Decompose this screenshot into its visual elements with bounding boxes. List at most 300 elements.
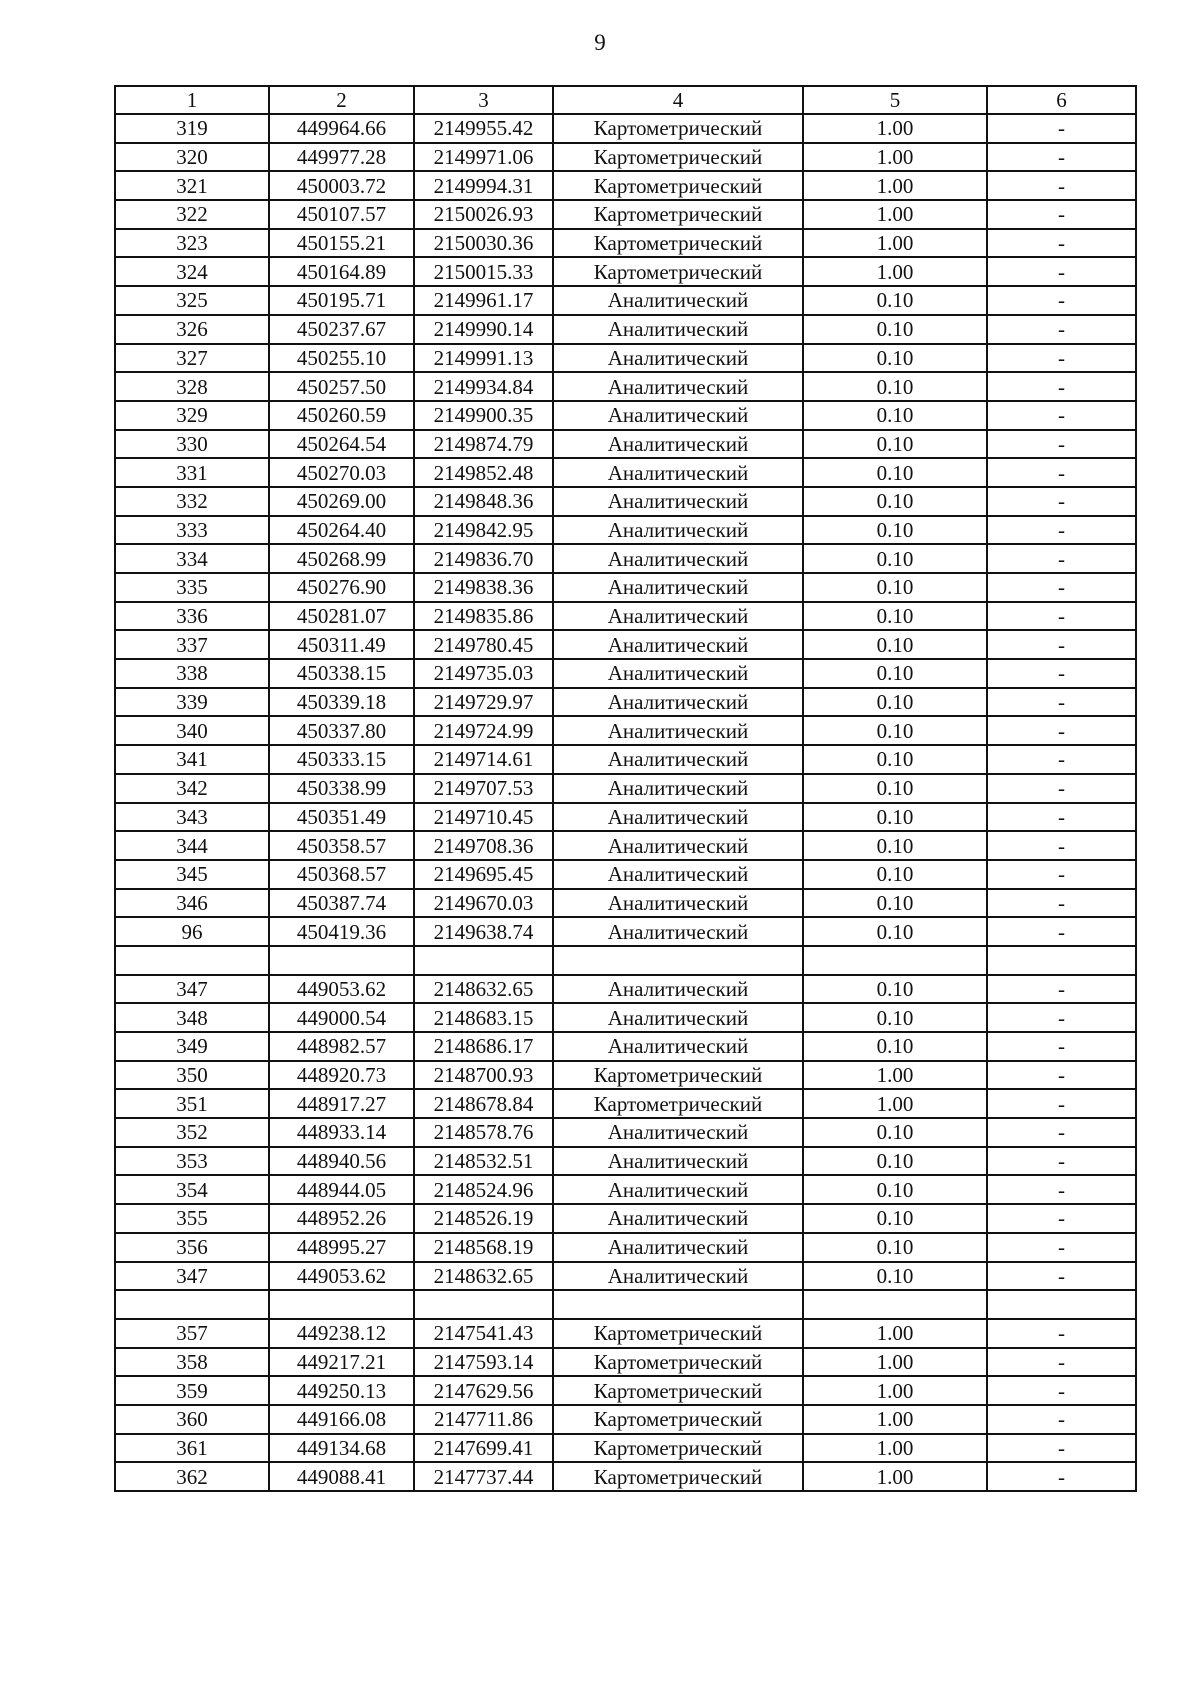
table-row <box>115 1175 1136 1204</box>
x-coordinate-cell: 450264.40 <box>269 516 414 545</box>
y-coordinate-cell: 2148532.51 <box>414 1147 553 1176</box>
description-cell: - <box>987 917 1136 946</box>
y-coordinate-cell: 2149710.45 <box>414 803 553 832</box>
description-cell: - <box>987 1462 1136 1491</box>
y-coordinate-cell: 2149695.45 <box>414 860 553 889</box>
point-number-cell: 346 <box>115 889 269 918</box>
y-coordinate-cell: 2147629.56 <box>414 1376 553 1405</box>
description-cell: - <box>987 372 1136 401</box>
point-number-cell: 320 <box>115 143 269 172</box>
description-cell: - <box>987 430 1136 459</box>
method-cell: Аналитический <box>553 1262 803 1291</box>
description-cell: - <box>987 774 1136 803</box>
table-row <box>115 114 1136 143</box>
accuracy-cell: 1.00 <box>803 1376 987 1405</box>
accuracy-cell: 1.00 <box>803 1462 987 1491</box>
point-number-cell: 345 <box>115 860 269 889</box>
description-cell: - <box>987 1118 1136 1147</box>
description-cell: - <box>987 1175 1136 1204</box>
table-row <box>115 1319 1136 1348</box>
description-cell: - <box>987 975 1136 1004</box>
point-number-cell: 326 <box>115 315 269 344</box>
accuracy-cell: 0.10 <box>803 889 987 918</box>
table-row <box>115 1003 1136 1032</box>
description-cell: - <box>987 1061 1136 1090</box>
accuracy-cell: 1.00 <box>803 257 987 286</box>
y-coordinate-cell: 2149852.48 <box>414 458 553 487</box>
y-coordinate-cell: 2149638.74 <box>414 917 553 946</box>
x-coordinate-cell: 448952.26 <box>269 1204 414 1233</box>
point-number-cell: 347 <box>115 1262 269 1291</box>
method-cell: Аналитический <box>553 1175 803 1204</box>
x-coordinate-cell: 449088.41 <box>269 1462 414 1491</box>
y-coordinate-cell: 2148678.84 <box>414 1089 553 1118</box>
y-coordinate-cell: 2149708.36 <box>414 831 553 860</box>
y-coordinate-cell: 2148578.76 <box>414 1118 553 1147</box>
table-row <box>115 286 1136 315</box>
description-cell: - <box>987 171 1136 200</box>
y-coordinate-cell: 2147699.41 <box>414 1434 553 1463</box>
y-coordinate-cell: 2149838.36 <box>414 573 553 602</box>
method-cell: Картометрический <box>553 229 803 258</box>
table-row <box>115 143 1136 172</box>
description-cell: - <box>987 1348 1136 1377</box>
method-cell <box>553 1290 803 1319</box>
x-coordinate-cell: 448920.73 <box>269 1061 414 1090</box>
table-body <box>115 114 1136 1491</box>
table-row <box>115 745 1136 774</box>
point-number-cell: 343 <box>115 803 269 832</box>
x-coordinate-cell: 448995.27 <box>269 1233 414 1262</box>
point-number-cell: 332 <box>115 487 269 516</box>
table-row <box>115 1462 1136 1491</box>
y-coordinate-cell: 2149961.17 <box>414 286 553 315</box>
description-cell: - <box>987 257 1136 286</box>
column-header: 5 <box>803 86 987 114</box>
table-row <box>115 1434 1136 1463</box>
method-cell: Аналитический <box>553 688 803 717</box>
description-cell: - <box>987 716 1136 745</box>
x-coordinate-cell: 450358.57 <box>269 831 414 860</box>
table-row <box>115 831 1136 860</box>
y-coordinate-cell: 2149714.61 <box>414 745 553 774</box>
description-cell: - <box>987 889 1136 918</box>
table-row <box>115 1118 1136 1147</box>
x-coordinate-cell: 450164.89 <box>269 257 414 286</box>
x-coordinate-cell: 449977.28 <box>269 143 414 172</box>
y-coordinate-cell <box>414 946 553 975</box>
method-cell: Картометрический <box>553 171 803 200</box>
y-coordinate-cell: 2149934.84 <box>414 372 553 401</box>
point-number-cell: 328 <box>115 372 269 401</box>
x-coordinate-cell: 448982.57 <box>269 1032 414 1061</box>
x-coordinate-cell: 449964.66 <box>269 114 414 143</box>
point-number-cell: 337 <box>115 630 269 659</box>
point-number-cell: 358 <box>115 1348 269 1377</box>
x-coordinate-cell: 449238.12 <box>269 1319 414 1348</box>
accuracy-cell: 1.00 <box>803 1405 987 1434</box>
x-coordinate-cell: 450195.71 <box>269 286 414 315</box>
x-coordinate-cell: 450337.80 <box>269 716 414 745</box>
y-coordinate-cell: 2149836.70 <box>414 544 553 573</box>
method-cell: Картометрический <box>553 1319 803 1348</box>
y-coordinate-cell: 2149874.79 <box>414 430 553 459</box>
point-number-cell: 96 <box>115 917 269 946</box>
table-row <box>115 889 1136 918</box>
table-row <box>115 1376 1136 1405</box>
table-row <box>115 430 1136 459</box>
point-number-cell: 341 <box>115 745 269 774</box>
description-cell <box>987 946 1136 975</box>
point-number-cell: 329 <box>115 401 269 430</box>
y-coordinate-cell: 2148524.96 <box>414 1175 553 1204</box>
method-cell: Аналитический <box>553 1118 803 1147</box>
page-number: 9 <box>594 30 606 55</box>
x-coordinate-cell: 450419.36 <box>269 917 414 946</box>
x-coordinate-cell: 448917.27 <box>269 1089 414 1118</box>
table-row <box>115 946 1136 975</box>
y-coordinate-cell: 2149991.13 <box>414 344 553 373</box>
point-number-cell: 357 <box>115 1319 269 1348</box>
point-number-cell: 335 <box>115 573 269 602</box>
accuracy-cell: 0.10 <box>803 803 987 832</box>
accuracy-cell: 0.10 <box>803 860 987 889</box>
point-number-cell: 351 <box>115 1089 269 1118</box>
accuracy-cell: 0.10 <box>803 372 987 401</box>
point-number-cell: 354 <box>115 1175 269 1204</box>
x-coordinate-cell: 449053.62 <box>269 975 414 1004</box>
x-coordinate-cell: 450339.18 <box>269 688 414 717</box>
y-coordinate-cell: 2149670.03 <box>414 889 553 918</box>
column-header: 6 <box>987 86 1136 114</box>
y-coordinate-cell: 2147711.86 <box>414 1405 553 1434</box>
description-cell: - <box>987 401 1136 430</box>
method-cell: Аналитический <box>553 1233 803 1262</box>
point-number-cell: 340 <box>115 716 269 745</box>
table-row <box>115 602 1136 631</box>
accuracy-cell: 0.10 <box>803 1003 987 1032</box>
accuracy-cell: 1.00 <box>803 143 987 172</box>
accuracy-cell: 0.10 <box>803 487 987 516</box>
y-coordinate-cell: 2149842.95 <box>414 516 553 545</box>
table-row <box>115 573 1136 602</box>
description-cell: - <box>987 344 1136 373</box>
point-number-cell <box>115 1290 269 1319</box>
table-row <box>115 1061 1136 1090</box>
y-coordinate-cell: 2147541.43 <box>414 1319 553 1348</box>
description-cell: - <box>987 860 1136 889</box>
table-row <box>115 716 1136 745</box>
point-number-cell: 333 <box>115 516 269 545</box>
method-cell: Аналитический <box>553 344 803 373</box>
method-cell: Аналитический <box>553 917 803 946</box>
method-cell: Аналитический <box>553 745 803 774</box>
point-number-cell: 348 <box>115 1003 269 1032</box>
description-cell: - <box>987 1003 1136 1032</box>
point-number-cell: 347 <box>115 975 269 1004</box>
description-cell: - <box>987 573 1136 602</box>
accuracy-cell: 0.10 <box>803 401 987 430</box>
method-cell: Картометрический <box>553 257 803 286</box>
y-coordinate-cell: 2149780.45 <box>414 630 553 659</box>
point-number-cell: 359 <box>115 1376 269 1405</box>
accuracy-cell: 1.00 <box>803 1434 987 1463</box>
table-row <box>115 401 1136 430</box>
y-coordinate-cell: 2149990.14 <box>414 315 553 344</box>
table-row <box>115 171 1136 200</box>
method-cell: Аналитический <box>553 602 803 631</box>
x-coordinate-cell: 450107.57 <box>269 200 414 229</box>
description-cell: - <box>987 458 1136 487</box>
column-header: 3 <box>414 86 553 114</box>
x-coordinate-cell: 448933.14 <box>269 1118 414 1147</box>
accuracy-cell: 0.10 <box>803 516 987 545</box>
accuracy-cell: 0.10 <box>803 1147 987 1176</box>
table-row <box>115 229 1136 258</box>
point-number-cell: 339 <box>115 688 269 717</box>
method-cell: Картометрический <box>553 1405 803 1434</box>
method-cell: Картометрический <box>553 1089 803 1118</box>
y-coordinate-cell: 2148526.19 <box>414 1204 553 1233</box>
accuracy-cell: 0.10 <box>803 544 987 573</box>
description-cell: - <box>987 831 1136 860</box>
point-number-cell: 324 <box>115 257 269 286</box>
point-number-cell: 325 <box>115 286 269 315</box>
accuracy-cell: 1.00 <box>803 114 987 143</box>
method-cell: Аналитический <box>553 458 803 487</box>
method-cell: Аналитический <box>553 716 803 745</box>
y-coordinate-cell: 2149729.97 <box>414 688 553 717</box>
method-cell: Аналитический <box>553 831 803 860</box>
y-coordinate-cell: 2148632.65 <box>414 975 553 1004</box>
point-number-cell: 338 <box>115 659 269 688</box>
description-cell: - <box>987 1147 1136 1176</box>
point-number-cell: 344 <box>115 831 269 860</box>
accuracy-cell: 0.10 <box>803 573 987 602</box>
header-row <box>115 86 1136 114</box>
table-row <box>115 1233 1136 1262</box>
point-number-cell: 350 <box>115 1061 269 1090</box>
accuracy-cell: 0.10 <box>803 602 987 631</box>
table-row <box>115 487 1136 516</box>
description-cell: - <box>987 143 1136 172</box>
x-coordinate-cell: 448944.05 <box>269 1175 414 1204</box>
method-cell: Аналитический <box>553 544 803 573</box>
description-cell: - <box>987 1262 1136 1291</box>
description-cell: - <box>987 1032 1136 1061</box>
coordinates-table <box>114 85 1137 1492</box>
accuracy-cell: 1.00 <box>803 1319 987 1348</box>
x-coordinate-cell: 450155.21 <box>269 229 414 258</box>
method-cell: Картометрический <box>553 114 803 143</box>
description-cell: - <box>987 114 1136 143</box>
table-row <box>115 630 1136 659</box>
table-row <box>115 315 1136 344</box>
table-row <box>115 458 1136 487</box>
point-number-cell: 361 <box>115 1434 269 1463</box>
point-number-cell: 327 <box>115 344 269 373</box>
y-coordinate-cell: 2148568.19 <box>414 1233 553 1262</box>
point-number-cell: 349 <box>115 1032 269 1061</box>
method-cell: Картометрический <box>553 200 803 229</box>
table-row <box>115 1032 1136 1061</box>
description-cell: - <box>987 487 1136 516</box>
description-cell: - <box>987 315 1136 344</box>
method-cell: Аналитический <box>553 1147 803 1176</box>
point-number-cell: 353 <box>115 1147 269 1176</box>
accuracy-cell <box>803 1290 987 1319</box>
x-coordinate-cell: 449000.54 <box>269 1003 414 1032</box>
column-header: 1 <box>115 86 269 114</box>
point-number-cell: 330 <box>115 430 269 459</box>
description-cell: - <box>987 229 1136 258</box>
x-coordinate-cell: 449166.08 <box>269 1405 414 1434</box>
x-coordinate-cell: 449250.13 <box>269 1376 414 1405</box>
method-cell: Аналитический <box>553 1032 803 1061</box>
method-cell: Аналитический <box>553 630 803 659</box>
accuracy-cell: 0.10 <box>803 286 987 315</box>
accuracy-cell: 0.10 <box>803 688 987 717</box>
method-cell: Картометрический <box>553 143 803 172</box>
method-cell: Аналитический <box>553 860 803 889</box>
x-coordinate-cell: 450268.99 <box>269 544 414 573</box>
accuracy-cell: 1.00 <box>803 171 987 200</box>
table-row <box>115 1348 1136 1377</box>
table-row <box>115 1147 1136 1176</box>
x-coordinate-cell: 450237.67 <box>269 315 414 344</box>
accuracy-cell: 0.10 <box>803 745 987 774</box>
x-coordinate-cell <box>269 946 414 975</box>
method-cell: Аналитический <box>553 573 803 602</box>
method-cell: Аналитический <box>553 516 803 545</box>
y-coordinate-cell: 2148683.15 <box>414 1003 553 1032</box>
x-coordinate-cell: 450351.49 <box>269 803 414 832</box>
description-cell: - <box>987 803 1136 832</box>
point-number-cell: 334 <box>115 544 269 573</box>
column-header: 2 <box>269 86 414 114</box>
accuracy-cell: 0.10 <box>803 1262 987 1291</box>
table-row <box>115 860 1136 889</box>
description-cell: - <box>987 1089 1136 1118</box>
point-number-cell: 355 <box>115 1204 269 1233</box>
table-row <box>115 1405 1136 1434</box>
point-number-cell <box>115 946 269 975</box>
point-number-cell: 342 <box>115 774 269 803</box>
accuracy-cell: 0.10 <box>803 716 987 745</box>
table-row <box>115 1204 1136 1233</box>
y-coordinate-cell: 2150015.33 <box>414 257 553 286</box>
table-row <box>115 257 1136 286</box>
x-coordinate-cell: 450276.90 <box>269 573 414 602</box>
y-coordinate-cell: 2150030.36 <box>414 229 553 258</box>
column-header: 4 <box>553 86 803 114</box>
point-number-cell: 362 <box>115 1462 269 1491</box>
table-row <box>115 1089 1136 1118</box>
x-coordinate-cell: 450260.59 <box>269 401 414 430</box>
description-cell: - <box>987 1204 1136 1233</box>
description-cell: - <box>987 602 1136 631</box>
point-number-cell: 352 <box>115 1118 269 1147</box>
description-cell: - <box>987 688 1136 717</box>
description-cell: - <box>987 200 1136 229</box>
method-cell: Картометрический <box>553 1348 803 1377</box>
table-row <box>115 975 1136 1004</box>
description-cell <box>987 1290 1136 1319</box>
description-cell: - <box>987 1376 1136 1405</box>
accuracy-cell: 0.10 <box>803 774 987 803</box>
method-cell: Аналитический <box>553 659 803 688</box>
table-row <box>115 688 1136 717</box>
accuracy-cell: 0.10 <box>803 430 987 459</box>
point-number-cell: 321 <box>115 171 269 200</box>
table-row <box>115 516 1136 545</box>
x-coordinate-cell: 450270.03 <box>269 458 414 487</box>
method-cell: Аналитический <box>553 430 803 459</box>
y-coordinate-cell <box>414 1290 553 1319</box>
y-coordinate-cell: 2149994.31 <box>414 171 553 200</box>
accuracy-cell: 1.00 <box>803 229 987 258</box>
method-cell: Аналитический <box>553 315 803 344</box>
method-cell <box>553 946 803 975</box>
method-cell: Картометрический <box>553 1376 803 1405</box>
point-number-cell: 360 <box>115 1405 269 1434</box>
y-coordinate-cell: 2149900.35 <box>414 401 553 430</box>
description-cell: - <box>987 1233 1136 1262</box>
method-cell: Картометрический <box>553 1434 803 1463</box>
y-coordinate-cell: 2149955.42 <box>414 114 553 143</box>
table-row <box>115 200 1136 229</box>
table-row <box>115 344 1136 373</box>
y-coordinate-cell: 2149848.36 <box>414 487 553 516</box>
y-coordinate-cell: 2149835.86 <box>414 602 553 631</box>
y-coordinate-cell: 2148686.17 <box>414 1032 553 1061</box>
description-cell: - <box>987 1434 1136 1463</box>
method-cell: Аналитический <box>553 1003 803 1032</box>
y-coordinate-cell: 2149724.99 <box>414 716 553 745</box>
y-coordinate-cell: 2147737.44 <box>414 1462 553 1491</box>
y-coordinate-cell: 2149735.03 <box>414 659 553 688</box>
table-row <box>115 803 1136 832</box>
accuracy-cell: 0.10 <box>803 458 987 487</box>
point-number-cell: 331 <box>115 458 269 487</box>
accuracy-cell: 1.00 <box>803 1089 987 1118</box>
x-coordinate-cell: 450368.57 <box>269 860 414 889</box>
y-coordinate-cell: 2149971.06 <box>414 143 553 172</box>
method-cell: Аналитический <box>553 889 803 918</box>
x-coordinate-cell: 449217.21 <box>269 1348 414 1377</box>
point-number-cell: 322 <box>115 200 269 229</box>
y-coordinate-cell: 2148632.65 <box>414 1262 553 1291</box>
accuracy-cell: 0.10 <box>803 975 987 1004</box>
point-number-cell: 356 <box>115 1233 269 1262</box>
accuracy-cell: 0.10 <box>803 1204 987 1233</box>
method-cell: Аналитический <box>553 774 803 803</box>
table-row <box>115 1262 1136 1291</box>
accuracy-cell: 0.10 <box>803 659 987 688</box>
table-row <box>115 544 1136 573</box>
accuracy-cell: 0.10 <box>803 831 987 860</box>
description-cell: - <box>987 659 1136 688</box>
method-cell: Аналитический <box>553 286 803 315</box>
accuracy-cell: 1.00 <box>803 200 987 229</box>
description-cell: - <box>987 286 1136 315</box>
x-coordinate-cell: 450338.15 <box>269 659 414 688</box>
method-cell: Картометрический <box>553 1462 803 1491</box>
accuracy-cell: 0.10 <box>803 1175 987 1204</box>
method-cell: Аналитический <box>553 372 803 401</box>
point-number-cell: 319 <box>115 114 269 143</box>
accuracy-cell <box>803 946 987 975</box>
